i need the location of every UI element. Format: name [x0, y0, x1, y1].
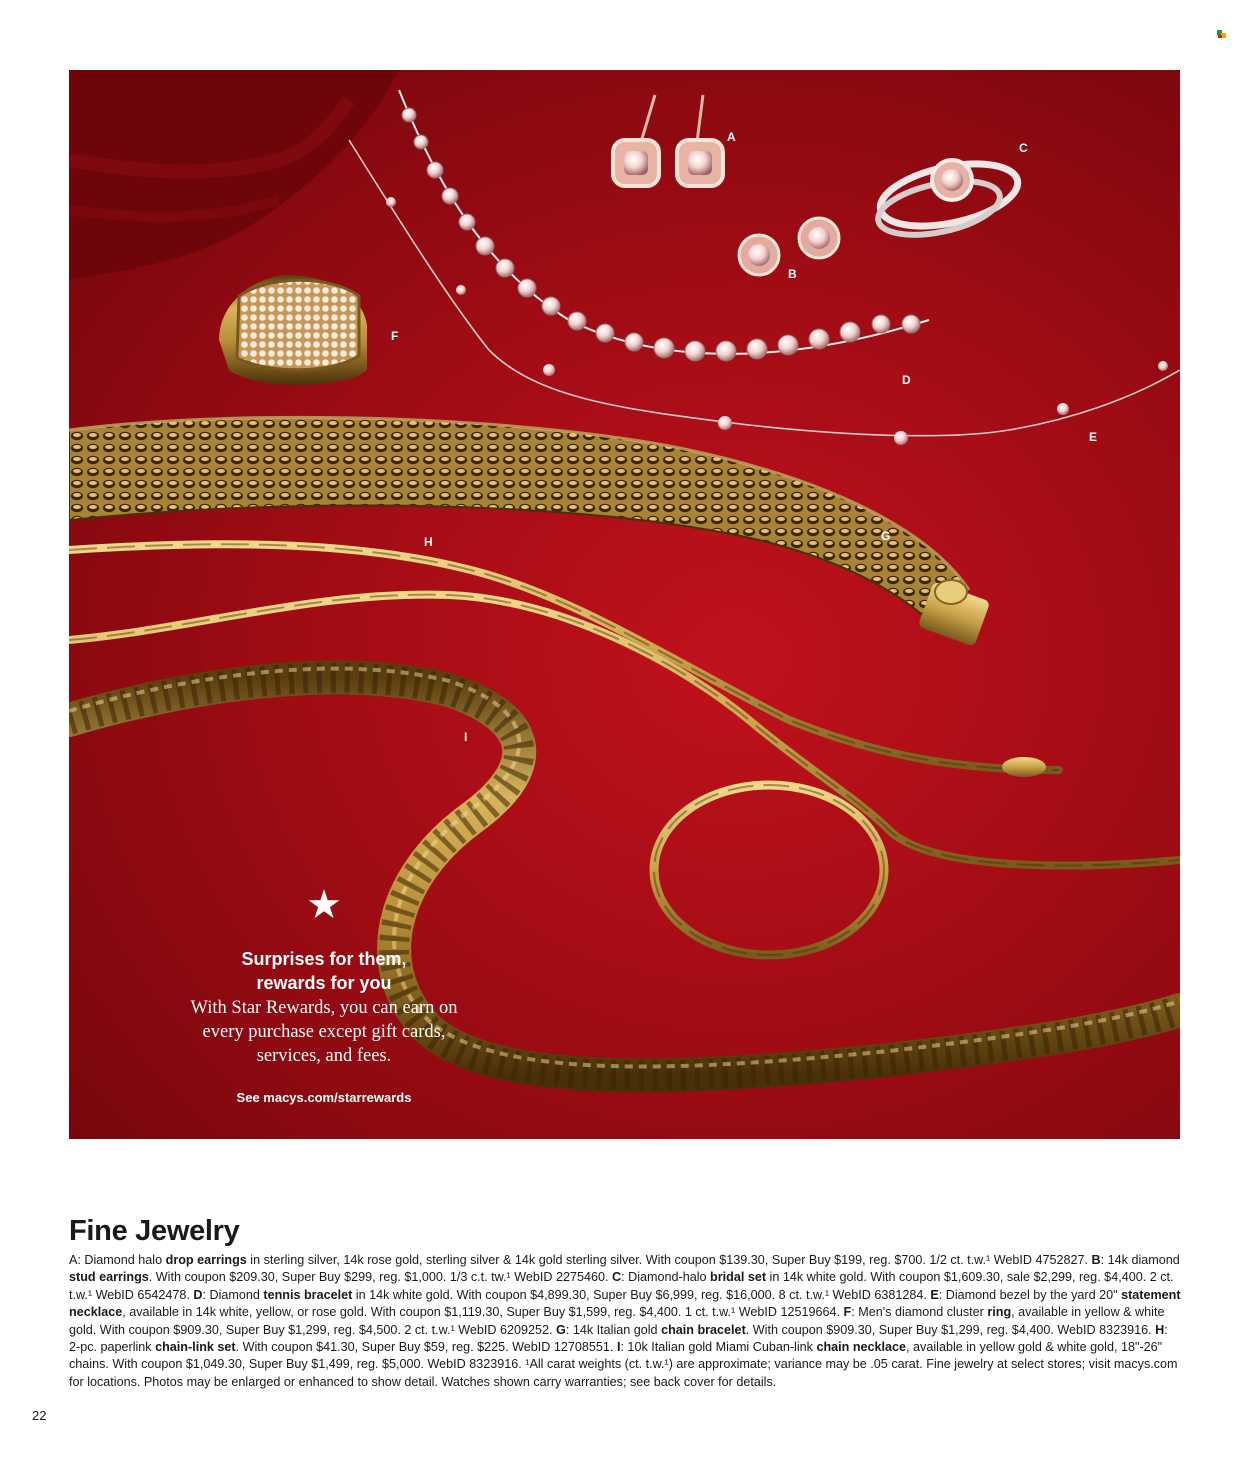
desc-seg-bold: C: [612, 1270, 622, 1285]
desc-seg-bold: ring: [987, 1305, 1012, 1320]
label-b: B: [788, 267, 798, 281]
star-icon: ★: [306, 883, 342, 927]
promo-heading-line1: Surprises for them,: [241, 949, 407, 969]
desc-seg-bold: E: [930, 1287, 939, 1302]
desc-seg: A: [69, 1253, 78, 1267]
star-rewards-promo: [149, 885, 499, 1105]
desc-seg-bold: B: [1091, 1253, 1101, 1267]
promo-heading-line2: rewards for you: [256, 973, 392, 993]
corner-color-mark: [1217, 30, 1226, 39]
desc-seg: : 14k Italian gold: [565, 1322, 662, 1337]
jewelry-photo: [69, 70, 1180, 1139]
desc-seg: . With coupon $209.30, Super Buy $299, reg. $1,000. 1/3 c.t. tw.¹ WebID 2275460.: [148, 1270, 613, 1285]
desc-seg-bold: drop earrings: [165, 1253, 247, 1267]
label-a: A: [727, 130, 737, 144]
label-i: I: [464, 730, 468, 744]
desc-seg: : 10k Italian gold Miami Cuban-link: [620, 1340, 817, 1355]
desc-seg: in 14k white gold. With coupon $4,899.30, Super Buy $6,999, reg. $16,000. 8 ct. t.w.¹ WebID 6381284.: [352, 1287, 931, 1302]
desc-seg-bold: H: [1155, 1322, 1165, 1337]
label-e: E: [1089, 430, 1098, 444]
label-h: H: [424, 535, 434, 549]
label-d: D: [902, 373, 912, 387]
desc-seg: : Diamond-halo: [621, 1270, 711, 1285]
product-description: [69, 1252, 1181, 1391]
desc-seg-bold: statement necklace: [69, 1287, 1181, 1320]
label-c: C: [1019, 141, 1029, 155]
desc-seg: in 14k white gold. With coupon $1,609.30, sale $2,299, reg. $4,400. 2 ct. t.w.¹ WebID 6542478.: [69, 1270, 1174, 1302]
desc-seg: , available in 14k white, yellow, or rose gold. With coupon $1,119.30, Super Buy $1,599, reg. $4,400. 1 ct. t.w.¹ WebID 12519664.: [122, 1305, 844, 1320]
desc-seg: in sterling silver, 14k rose gold, sterling silver & 14k gold sterling silver. With coupon $139.30, Super Buy $199, reg. $700. 1/2 ct. t.w.¹ WebID 4752827.: [246, 1253, 1092, 1267]
desc-seg: : Men's diamond cluster: [851, 1305, 988, 1320]
desc-seg-bold: chain-link set: [155, 1340, 236, 1355]
label-f: F: [391, 329, 399, 343]
desc-seg-bold: F: [843, 1305, 852, 1320]
desc-seg: : 2-pc. paperlink: [69, 1322, 1168, 1355]
drop-earrings-illustration: [613, 95, 723, 186]
desc-seg: : Diamond bezel by the yard 20": [938, 1287, 1122, 1302]
desc-seg-bold: stud earrings: [69, 1270, 149, 1285]
star-rewards-link[interactable]: See macys.com/starrewards: [236, 1090, 412, 1105]
desc-seg-bold: G: [556, 1322, 566, 1337]
desc-seg: : Diamond halo: [77, 1253, 166, 1267]
desc-seg-bold: D: [193, 1287, 203, 1302]
page-number: 22: [32, 1408, 47, 1423]
desc-seg: : 14k diamond: [1100, 1253, 1180, 1267]
desc-seg: . With coupon $909.30, Super Buy $1,299, reg. $4,400. WebID 8323916.: [745, 1322, 1156, 1337]
desc-seg-bold: tennis bracelet: [263, 1287, 353, 1302]
desc-seg-bold: bridal set: [710, 1270, 767, 1285]
label-g: G: [881, 529, 891, 543]
desc-seg: , available in yellow & white gold. With coupon $909.30, Super Buy $1,299, reg. $4,500. 2 ct. t.w.¹ WebID 6209252.: [69, 1305, 1165, 1337]
desc-seg-bold: chain necklace: [816, 1340, 907, 1355]
promo-body: With Star Rewards, you can earn on every purchase except gift cards, services, and fees.: [190, 998, 458, 1066]
desc-seg: : Diamond: [202, 1287, 264, 1302]
desc-seg: , available in yellow gold & white gold, 18"-26" chains. With coupon $1,049.30, Super Buy $1,499, reg. $5,000. WebID 8323916. ¹All carat weights (ct. t.w.¹) are approximate; variance may be .05 carat. Fine jewelry at select stores; visit macys.com for locations. Photos may be enlarged or enhanced to show detail. Watches shown carry warranties; see back cover for details.: [69, 1340, 1178, 1389]
desc-seg-bold: I: [616, 1340, 621, 1355]
desc-seg: . With coupon $41.30, Super Buy $59, reg. $225. WebID 12708551.: [235, 1340, 617, 1355]
section-title: Fine Jewelry: [69, 1215, 240, 1247]
desc-seg-bold: chain bracelet: [661, 1322, 746, 1337]
